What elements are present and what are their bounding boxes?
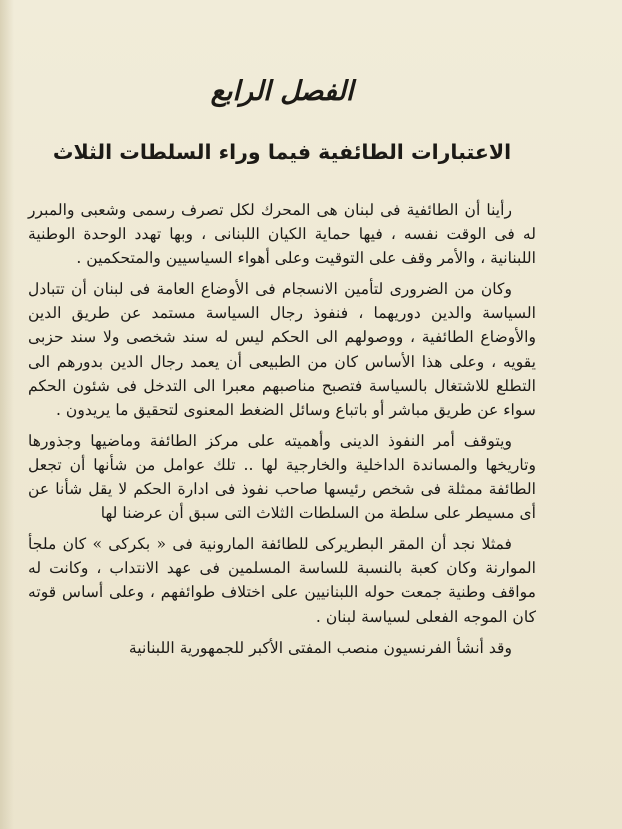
- paragraph-1: رأينا أن الطائفية فى لبنان هى المحرك لكل تصرف رسمى وشعبى والمبرر له فى الوقت نفسه ، فيها حماية الكيان اللبنانى ، وبها تهدد الوحدة الوطنية اللبنانية ، والأمر وقف على التوقيت وعلى أهواء السياسيين والمتحكمين .: [28, 201, 536, 268]
- paragraph-3: ويتوقف أمر النفوذ الدينى وأهميته على مركز الطائفة وماضيها وجذورها وتاريخها والمساندة الداخلية والخارجية لها .. تلك عوامل من شأنها أن تجعل الطائفة ممثلة فى شخص رئيسها صاحب نفوذ فى ادارة الحكم لا يقل شأنا عن أى مسيطر على سلطة من السلطات الثلاث التى سبق أن عرضنا لها: [28, 431, 536, 523]
- chapter-title: الفصل الرابع: [210, 76, 354, 107]
- paragraph-5: وقد أنشأ الفرنسيون منصب المفتى الأكبر للجمهورية اللبنانية: [128, 638, 512, 657]
- paragraph-4: فمثلا نجد أن المقر البطريركى للطائفة المارونية فى « بكركى » كان ملجأ الموارنة وكان كعبة بالنسبة للساسة المسلمين فى عهد الانتداب ، وكانت له مواقف وطنية جمعت حوله اللبنانيين على اختلاف طوائفهم ، وعلى أساس قوته كان الموجه الفعلى لسياسة لبنان .: [28, 535, 536, 626]
- section-title: الاعتبارات الطائفية فيما وراء السلطات الثلاث: [52, 140, 512, 164]
- paragraph-2: وكان من الضرورى لتأمين الانسجام فى الأوضاع العامة فى لبنان أن تتبادل السياسة والدين دوريهما ، فنفوذ رجال السياسة مستمد عن طريق الدين والأوضاع الطائفية ، ووصولهم الى الحكم ليس له سند شخصى ولا سند حزبى يقويه ، وعلى هذا الأساس كان من الطبيعى أن يعمد رجال الدين بدورهم الى التطلع للاشتغال بالسياسة فتصبح مناصبهم معبرا الى التدخل فى شئون الحكم سواء عن طريق مباشر أو باتباع وسائل الضغط المعنوى لتحقيق ما يريدون .: [28, 280, 536, 419]
- body-text: [28, 198, 536, 667]
